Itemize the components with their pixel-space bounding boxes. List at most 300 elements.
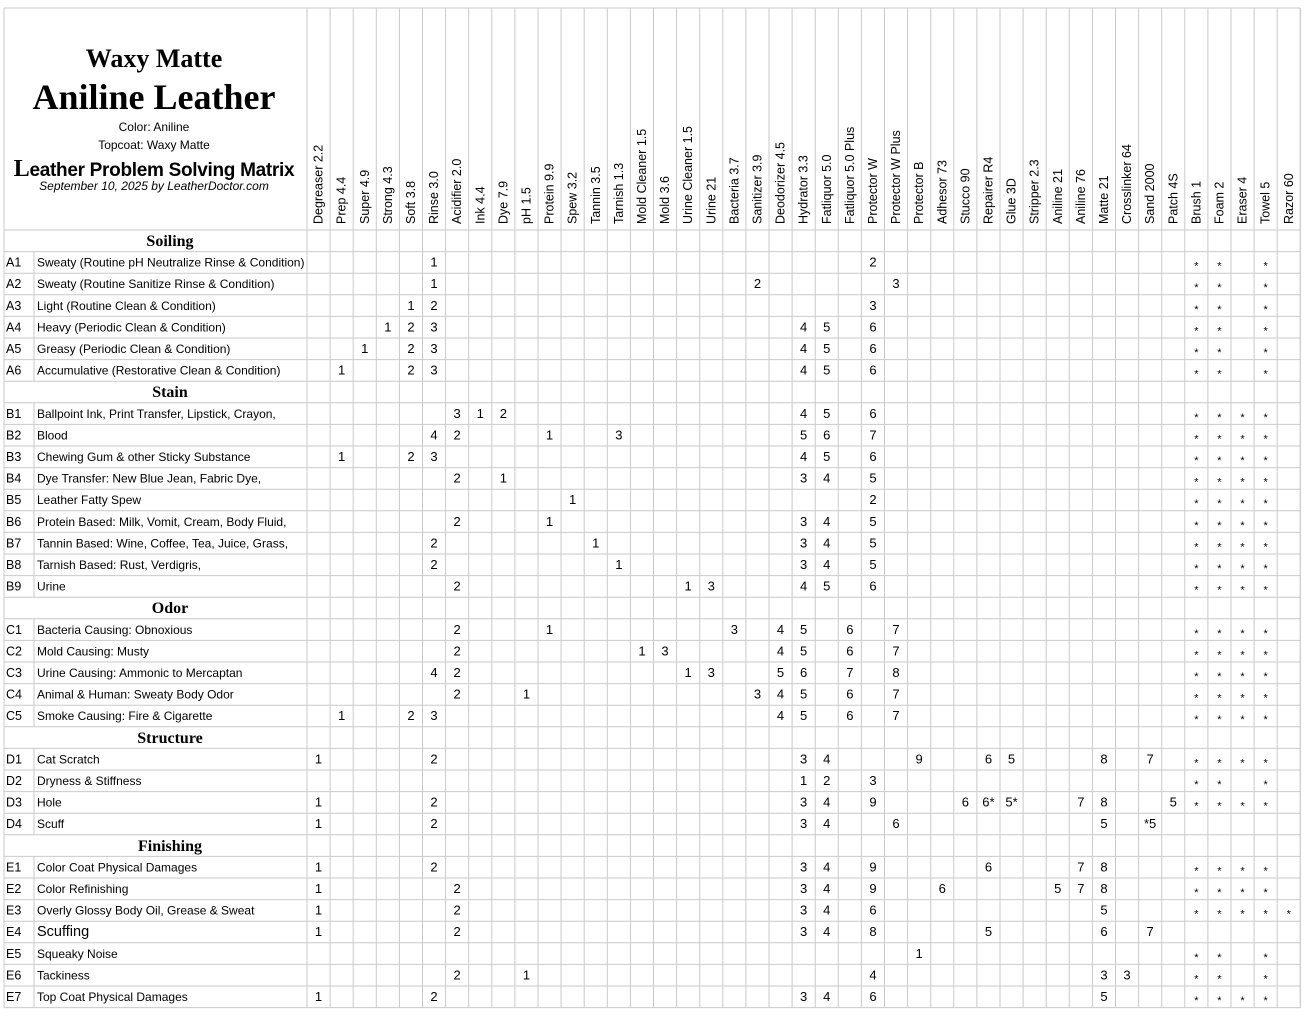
section-title: Stain — [152, 384, 188, 402]
matrix-cell-value: 5 — [869, 557, 877, 572]
row-label: Squeaky Noise — [37, 946, 118, 961]
matrix-cell-value: 4 — [823, 881, 831, 896]
matrix-cell-value: 5 — [823, 578, 831, 594]
matrix-cell-value: 5 — [1100, 816, 1108, 832]
matrix-cell-value: 5 — [869, 535, 877, 551]
matrix-cell-value: 1 — [499, 470, 507, 486]
column-header: Patch 4S — [1166, 173, 1181, 224]
matrix-cell-value: * — [1194, 411, 1199, 424]
column-header: Sanitizer 3.9 — [750, 154, 765, 224]
matrix-cell-value: * — [1263, 282, 1268, 295]
row-label: Animal & Human: Sweaty Body Odor — [37, 687, 234, 702]
matrix-cell-value: 2 — [407, 708, 415, 724]
column-header: Rinse 3.0 — [427, 171, 442, 224]
matrix-cell-value: 3 — [615, 427, 623, 443]
column-header: Protector W — [865, 158, 880, 224]
matrix-cell-value: * — [1263, 347, 1268, 359]
matrix-cell-value: 1 — [314, 816, 323, 832]
matrix-cell-value: * — [1263, 627, 1268, 640]
matrix-cell-value: 5 — [800, 708, 808, 724]
row-code: B8 — [6, 558, 22, 572]
matrix-cell-value: * — [1263, 303, 1268, 316]
column-header: Tarnish 1.3 — [611, 162, 626, 224]
matrix-cell-value: 5* — [1005, 794, 1018, 810]
column-header: Mold 3.6 — [658, 176, 673, 224]
matrix-cell-value: 3 — [430, 319, 438, 335]
row-label: Smoke Causing: Fire & Cigarette — [37, 709, 213, 724]
matrix-cell-value: * — [1240, 563, 1245, 575]
color-line: Color: Aniline — [118, 120, 190, 134]
row-code: B3 — [6, 450, 22, 464]
section-title: Odor — [151, 600, 189, 618]
matrix-cell-value: 8 — [1100, 794, 1108, 810]
matrix-cell-value: 4 — [823, 535, 831, 551]
matrix-cell-value: * — [1194, 498, 1199, 511]
matrix-cell-value: * — [1217, 455, 1222, 467]
matrix-cell-value: 7 — [869, 427, 877, 443]
matrix-cell-value: 3 — [430, 341, 438, 356]
matrix-cell-value: 3 — [453, 405, 461, 421]
matrix-cell-value: * — [1194, 347, 1199, 359]
matrix-cell-value: * — [1217, 325, 1222, 338]
matrix-cell-value: * — [1217, 303, 1222, 316]
row-code: E3 — [6, 903, 22, 918]
row-code: C1 — [6, 622, 22, 637]
matrix-cell-value: 9 — [869, 881, 877, 896]
matrix-cell-value: 5 — [869, 513, 877, 529]
column-header: Eraser 4 — [1235, 176, 1250, 224]
matrix-cell-value: * — [1263, 951, 1268, 964]
column-header: Degreaser 2.2 — [311, 144, 326, 224]
matrix-cell-value: 6 — [984, 859, 993, 875]
matrix-cell-value: * — [1240, 476, 1245, 489]
matrix-cell-value: 6 — [1100, 924, 1108, 940]
matrix-cell-value: * — [1240, 714, 1245, 727]
row-label: Tarnish Based: Rust, Verdigris, — [37, 558, 202, 572]
matrix-cell-value: * — [1263, 476, 1268, 489]
matrix-cell-value: 6 — [869, 578, 877, 594]
column-header: Crosslinker 64 — [1120, 144, 1135, 224]
matrix-cell-value: 8 — [1100, 859, 1108, 875]
row-label: Overly Glossy Body Oil, Grease & Sweat — [37, 903, 255, 918]
matrix-cell-value: 2 — [453, 686, 461, 702]
matrix-cell-value: * — [1194, 887, 1199, 899]
column-header: Deodorizer 4.5 — [773, 142, 788, 224]
row-label: Scuffing — [37, 924, 90, 941]
column-header: Acidifier 2.0 — [450, 158, 465, 224]
matrix-cell-value: 6 — [869, 989, 877, 1004]
matrix-cell-value: * — [1263, 325, 1268, 338]
matrix-cell-value: * — [1263, 541, 1268, 554]
matrix-cell-value: 6 — [869, 405, 877, 421]
row-label: Heavy (Periodic Clean & Condition) — [37, 320, 226, 335]
matrix-cell-value: 2 — [869, 492, 877, 508]
matrix-cell-value: * — [1217, 368, 1222, 381]
matrix-cell-value: * — [1240, 671, 1245, 683]
matrix-cell-value: 6 — [869, 902, 877, 918]
row-code: A1 — [6, 255, 22, 270]
matrix-cell-value: 4 — [869, 967, 877, 983]
matrix-cell-value: 3 — [800, 535, 808, 551]
matrix-cell-value: * — [1240, 433, 1245, 446]
matrix-cell-value: 2 — [869, 254, 877, 270]
matrix-cell-value: * — [1217, 563, 1222, 575]
matrix-cell-value: 1 — [314, 924, 323, 940]
row-label: Accumulative (Restorative Clean & Condition) — [37, 363, 281, 378]
matrix-cell-value: * — [1194, 260, 1199, 273]
matrix-cell-value: 4 — [823, 989, 831, 1004]
row-label: Sweaty (Routine Sanitize Rinse & Condition) — [37, 277, 275, 292]
row-label: Tackiness — [37, 968, 90, 983]
matrix-cell-value: 8 — [1100, 881, 1108, 896]
matrix-cell-value: 3 — [800, 989, 808, 1004]
matrix-cell-value: 4 — [800, 341, 808, 356]
matrix-cell-value: 2 — [453, 643, 461, 659]
matrix-cell-value: 5 — [984, 924, 993, 940]
matrix-cell-value: * — [1194, 433, 1199, 446]
matrix-cell-value: * — [1194, 519, 1199, 532]
matrix-cell-value: * — [1263, 433, 1268, 446]
matrix-cell-value: 2 — [407, 449, 415, 464]
matrix-cell-value: * — [1194, 368, 1199, 381]
matrix-cell-value: * — [1217, 476, 1222, 489]
column-header: Matte 21 — [1096, 175, 1111, 224]
matrix-cell-value: * — [1194, 627, 1199, 640]
matrix-cell-value: 1 — [522, 686, 531, 702]
matrix-cell-value: 6* — [982, 794, 995, 810]
matrix-cell-value: * — [1217, 433, 1222, 446]
column-header: Stripper 2.3 — [1027, 159, 1042, 224]
matrix-cell-value: 6 — [869, 319, 877, 335]
matrix-cell-value: 5 — [823, 405, 831, 421]
column-header: Hydrator 3.3 — [796, 155, 811, 224]
matrix-cell-value: * — [1194, 671, 1199, 683]
row-code: C4 — [6, 687, 22, 702]
column-header: Aniline 76 — [1073, 169, 1088, 224]
matrix-cell-value: * — [1240, 411, 1245, 424]
matrix-cell-value: * — [1194, 779, 1199, 791]
matrix-cell-value: * — [1263, 800, 1268, 813]
matrix-cell-value: 1 — [800, 773, 808, 788]
matrix-title-initial: L — [13, 156, 30, 182]
matrix-cell-value: 1 — [545, 513, 554, 529]
matrix-title-rest: eather Problem Solving Matrix — [29, 160, 295, 181]
matrix-cell-value: 8 — [892, 665, 900, 680]
matrix-cell-value: 3 — [730, 621, 738, 637]
matrix-cell-value: 7 — [1146, 924, 1154, 940]
row-label: Scuff — [37, 817, 65, 832]
matrix-cell-value: * — [1194, 908, 1199, 921]
row-code: B9 — [6, 579, 22, 594]
matrix-cell-value: 2 — [430, 794, 438, 810]
matrix-cell-value: 1 — [569, 492, 577, 508]
matrix-cell-value: 3 — [707, 578, 715, 594]
matrix-cell-value: * — [1194, 282, 1199, 295]
matrix-cell-value: 2 — [453, 621, 461, 637]
matrix-cell-value: * — [1263, 671, 1268, 683]
matrix-cell-value: 4 — [823, 816, 831, 832]
matrix-cell-value: 4 — [800, 405, 808, 421]
row-code: C5 — [6, 709, 22, 724]
matrix-cell-value: * — [1217, 757, 1222, 770]
matrix-cell-value: * — [1263, 368, 1268, 381]
row-code: B4 — [6, 471, 22, 486]
column-header: Mold Cleaner 1.5 — [634, 128, 649, 224]
matrix-cell-value: 3 — [892, 276, 900, 292]
row-code: B1 — [6, 406, 22, 421]
matrix-cell-value: * — [1240, 498, 1245, 511]
matrix-cell-value: 2 — [823, 773, 831, 788]
matrix-cell-value: * — [1263, 692, 1268, 705]
matrix-cell-value: 2 — [430, 557, 438, 572]
matrix-cell-value: * — [1194, 995, 1199, 1007]
row-code: B2 — [6, 428, 22, 443]
row-code: E7 — [6, 990, 22, 1004]
matrix-cell-value: 5 — [823, 449, 831, 464]
matrix-cell-value: * — [1240, 692, 1245, 705]
column-header: Ink 4.4 — [473, 186, 488, 224]
matrix-cell-value: 4 — [776, 686, 785, 702]
matrix-cell-value: * — [1194, 584, 1199, 597]
matrix-cell-value: 7 — [1077, 794, 1085, 810]
column-header: Fatliquor 5.0 Plus — [842, 126, 857, 224]
matrix-cell-value: 3 — [800, 816, 808, 832]
matrix-cell-value: * — [1263, 714, 1268, 727]
matrix-cell-value: * — [1263, 498, 1268, 511]
matrix-cell-value: * — [1217, 692, 1222, 705]
matrix-cell-value: * — [1263, 865, 1268, 878]
matrix-cell-value: 9 — [915, 751, 923, 767]
matrix-cell-value: * — [1194, 303, 1199, 316]
matrix-cell-value: 6 — [846, 643, 854, 659]
matrix-cell-value: 7 — [892, 686, 900, 702]
matrix-cell-value: 5 — [800, 686, 808, 702]
matrix-cell-value: 2 — [407, 341, 415, 356]
matrix-cell-value: 3 — [800, 924, 808, 940]
matrix-cell-value: 6 — [823, 427, 831, 443]
matrix-cell-value: 3 — [869, 773, 877, 788]
matrix-cell-value: * — [1217, 584, 1222, 597]
matrix-cell-value: 5 — [1054, 881, 1062, 896]
matrix-cell-value: * — [1240, 455, 1245, 467]
column-header: Protector B — [912, 161, 927, 224]
row-code: A2 — [6, 277, 22, 292]
row-label: Sweaty (Routine pH Neutralize Rinse & Condition) — [37, 255, 305, 270]
matrix-cell-value: 2 — [430, 989, 438, 1004]
matrix-cell-value: * — [1286, 908, 1291, 921]
matrix-cell-value: 1 — [361, 341, 369, 356]
matrix-cell-value: * — [1217, 887, 1222, 899]
row-code: A4 — [6, 320, 22, 335]
matrix-cell-value: 5 — [823, 362, 831, 378]
matrix-cell-value: 7 — [892, 621, 900, 637]
column-header: Sand 2000 — [1143, 163, 1158, 224]
matrix-cell-value: 8 — [1100, 751, 1108, 767]
matrix-cell-value: 2 — [430, 859, 438, 875]
row-label: Urine Causing: Ammonic to Mercaptan — [37, 666, 243, 680]
matrix-cell-value: * — [1217, 800, 1222, 813]
matrix-cell-value: 1 — [314, 859, 323, 875]
matrix-cell-value: * — [1263, 649, 1268, 662]
matrix-cell-value: 6 — [846, 621, 854, 637]
column-header: Aniline 21 — [1050, 169, 1065, 224]
matrix-cell-value: 1 — [430, 254, 438, 270]
matrix-cell-value: 5 — [823, 319, 831, 335]
matrix-cell-value: 2 — [407, 319, 415, 335]
matrix-cell-value: 3 — [1100, 967, 1108, 983]
matrix-cell-value: * — [1240, 908, 1245, 921]
column-header: Fatliquor 5.0 — [819, 154, 834, 224]
row-label: Bacteria Causing: Obnoxious — [37, 622, 193, 637]
matrix-cell-value: * — [1263, 887, 1268, 899]
matrix-cell-value: 1 — [384, 319, 392, 335]
row-code: B5 — [6, 493, 22, 508]
matrix-cell-value: * — [1263, 563, 1268, 575]
matrix-cell-value: 1 — [545, 621, 554, 637]
matrix-cell-value: 2 — [453, 427, 461, 443]
matrix-cell-value: * — [1217, 519, 1222, 532]
matrix-cell-value: 5 — [800, 643, 808, 659]
matrix-cell-value: * — [1194, 951, 1199, 964]
matrix-cell-value: 7 — [892, 708, 900, 724]
matrix-cell-value: * — [1263, 519, 1268, 532]
matrix-cell-value: * — [1194, 563, 1199, 575]
matrix-cell-value: 2 — [453, 470, 461, 486]
matrix-cell-value: *5 — [1144, 816, 1157, 832]
row-label: Top Coat Physical Damages — [37, 990, 188, 1004]
row-label: Greasy (Periodic Clean & Condition) — [37, 342, 231, 356]
row-code: B7 — [6, 536, 22, 551]
row-label: Cat Scratch — [37, 752, 100, 767]
matrix-cell-value: 7 — [1146, 751, 1154, 767]
matrix-cell-value: 2 — [753, 276, 762, 292]
column-header: Adhesor 73 — [935, 160, 950, 224]
matrix-cell-value: * — [1217, 671, 1222, 683]
matrix-cell-value: * — [1240, 887, 1245, 899]
row-label: Mold Causing: Musty — [37, 644, 150, 659]
matrix-cell-value: * — [1240, 627, 1245, 640]
matrix-cell-value: 3 — [800, 557, 808, 572]
matrix-cell-value: 5 — [800, 621, 808, 637]
matrix-cell-value: 5 — [1100, 902, 1108, 918]
matrix-cell-value: 4 — [823, 902, 831, 918]
column-header: Razor 60 — [1281, 173, 1296, 224]
row-label: Leather Fatty Spew — [37, 493, 142, 508]
matrix-cell-value: 6 — [869, 362, 877, 378]
row-label: Tannin Based: Wine, Coffee, Tea, Juice, Grass, — [37, 536, 289, 551]
matrix-cell-value: 5 — [1169, 794, 1177, 810]
matrix-cell-value: 5 — [776, 665, 785, 680]
matrix-cell-value: 1 — [476, 405, 484, 421]
matrix-cell-value: 4 — [823, 513, 831, 529]
matrix-cell-value: 8 — [869, 924, 877, 940]
matrix-cell-value: 9 — [869, 859, 877, 875]
matrix-cell-value: 1 — [314, 794, 323, 810]
matrix-cell-value: * — [1263, 995, 1268, 1007]
matrix-cell-value: 2 — [453, 513, 461, 529]
column-header: Towel 5 — [1258, 181, 1273, 224]
matrix-cell-value: * — [1217, 347, 1222, 359]
matrix-cell-value: * — [1263, 779, 1268, 791]
row-label: Color Coat Physical Damages — [37, 860, 198, 875]
matrix-cell-value: 4 — [776, 643, 785, 659]
matrix-cell-value: 1 — [338, 449, 346, 464]
matrix-cell-value: * — [1263, 455, 1268, 467]
column-header: Protector W Plus — [889, 130, 904, 224]
row-code: E2 — [6, 882, 22, 896]
matrix-cell-value: 4 — [430, 427, 438, 443]
matrix-cell-value: 4 — [823, 859, 831, 875]
matrix-cell-value: 2 — [430, 297, 438, 313]
column-header: Strong 4.3 — [380, 166, 395, 224]
matrix-cell-value: 4 — [823, 470, 831, 486]
matrix-cell-value: * — [1217, 260, 1222, 273]
column-header: Stucco 90 — [958, 168, 973, 224]
matrix-cell-value: 7 — [1077, 859, 1085, 875]
matrix-cell-value: * — [1217, 627, 1222, 640]
matrix-cell-value: * — [1194, 541, 1199, 554]
column-header: Protein 9.9 — [542, 163, 557, 224]
matrix-cell-value: 2 — [430, 751, 438, 767]
row-label: Ballpoint Ink, Print Transfer, Lipstick, Crayon, — [37, 406, 276, 421]
matrix-cell-value: 2 — [453, 881, 461, 896]
matrix-cell-value: 1 — [314, 751, 323, 767]
matrix-cell-value: 9 — [869, 794, 877, 810]
matrix-cell-value: 3 — [800, 470, 808, 486]
matrix-cell-value: 4 — [800, 319, 808, 335]
matrix-cell-value: 5 — [800, 427, 808, 443]
matrix-cell-value: 3 — [800, 751, 808, 767]
row-code: E5 — [6, 946, 22, 961]
column-header: Brush 1 — [1189, 180, 1204, 224]
matrix-cell-value: 6 — [961, 794, 969, 810]
matrix-cell-value: 1 — [338, 362, 346, 378]
matrix-cell-value: * — [1263, 757, 1268, 770]
matrix-cell-value: 1 — [684, 578, 692, 594]
topcoat-line: Topcoat: Waxy Matte — [98, 138, 210, 152]
matrix-cell-value: * — [1194, 714, 1199, 727]
matrix-cell-value: 4 — [823, 557, 831, 572]
matrix-cell-value: 2 — [453, 578, 461, 594]
row-label: Hole — [37, 795, 62, 810]
matrix-cell-value: 3 — [800, 513, 808, 529]
matrix-cell-value: 3 — [430, 449, 438, 464]
section-title: Soiling — [146, 233, 194, 250]
matrix-cell-value: 6 — [869, 449, 877, 464]
matrix-cell-value: 3 — [661, 643, 669, 659]
row-label: Protein Based: Milk, Vomit, Cream, Body Fluid, — [37, 514, 287, 529]
matrix-cell-value: 1 — [407, 297, 415, 313]
matrix-cell-value: 3 — [1123, 967, 1131, 983]
matrix-cell-value: * — [1194, 476, 1199, 489]
row-code: C2 — [6, 644, 22, 659]
column-header: Prep 4.4 — [334, 176, 349, 224]
matrix-cell-value: 7 — [846, 665, 854, 680]
matrix-cell-value: * — [1240, 649, 1245, 662]
matrix-cell-value: 6 — [846, 708, 854, 724]
matrix-cell-value: 4 — [800, 578, 808, 594]
matrix-cell-value: 1 — [915, 945, 923, 961]
row-code: B6 — [6, 514, 22, 529]
matrix-cell-value: * — [1194, 973, 1199, 986]
leather-type-title: Aniline Leather — [32, 77, 276, 117]
matrix-cell-value: 2 — [453, 665, 461, 680]
row-label: Color Refinishing — [37, 882, 129, 896]
matrix-cell-value: 4 — [800, 362, 808, 378]
matrix-cell-value: 3 — [869, 297, 877, 313]
row-label: Dryness & Stiffness — [37, 774, 142, 788]
matrix-cell-value: * — [1217, 908, 1222, 921]
